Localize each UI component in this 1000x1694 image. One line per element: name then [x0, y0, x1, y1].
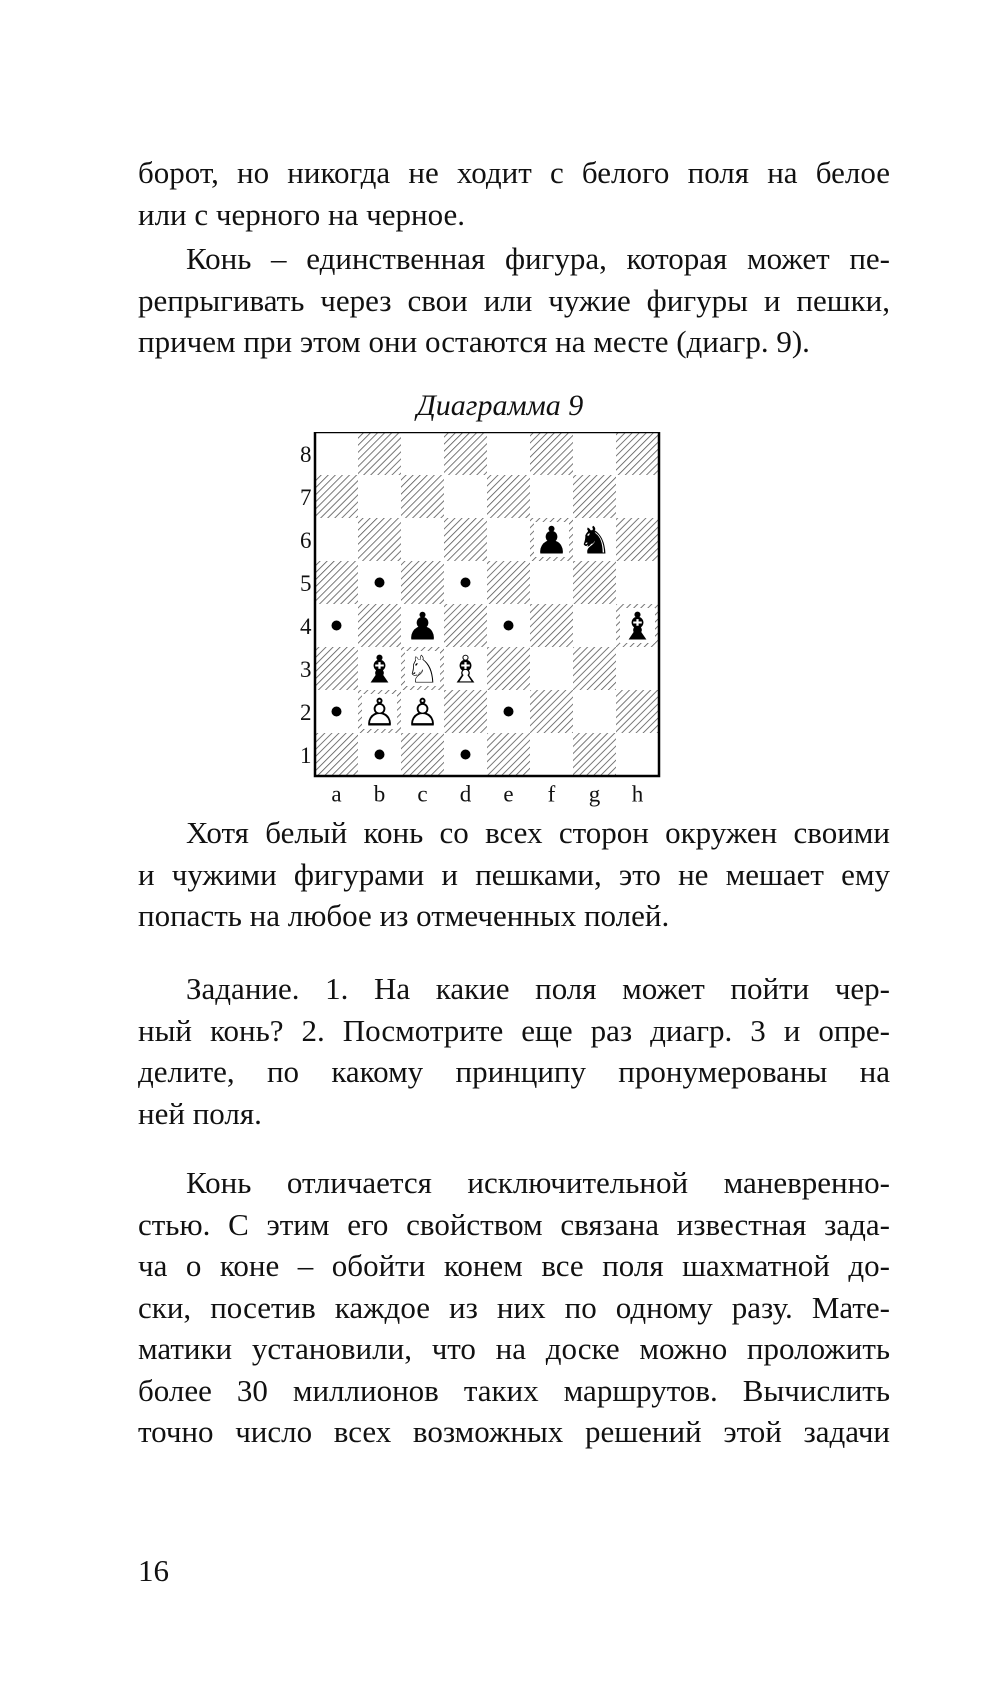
dark-square-h8 [616, 432, 659, 475]
text-line: Задание. 1. На какие поля может пойти чер- [186, 971, 890, 1006]
black-pawn-icon: ♟ [405, 604, 440, 649]
paragraph-1 [138, 152, 890, 235]
text-line: причем при этом они остаются на месте (диагр. 9). [138, 324, 810, 359]
dark-square-b4 [358, 604, 401, 647]
dark-square-h2 [616, 690, 659, 733]
light-square-h3 [616, 647, 659, 690]
dark-square-c5 [401, 561, 444, 604]
marked-square-dot-b1 [375, 750, 385, 760]
text-line: ный конь? 2. Посмотрите еще раз диагр. 3 и опре- [138, 1012, 890, 1048]
dark-square-b6 [358, 518, 401, 561]
rank-label: 7 [300, 485, 312, 510]
dark-square-f2 [530, 690, 573, 733]
file-label: d [459, 781, 472, 807]
file-label: e [503, 781, 514, 807]
text-line: стью. С этим его свойством связана известная зада- [138, 1206, 890, 1242]
dark-square-c7 [401, 475, 444, 518]
marked-square-dot-d5 [461, 578, 471, 588]
file-label: c [417, 781, 428, 807]
light-square-e8 [487, 432, 530, 475]
text-line: борот, но никогда не ходит с белого поля на белое [138, 155, 890, 190]
text-line: ча о коне – обойти конем все поля шахматной до- [138, 1248, 890, 1283]
marked-square-dot-a2 [332, 707, 342, 717]
light-square-g8 [573, 432, 616, 475]
text-line: ней поля. [138, 1095, 262, 1131]
light-square-b7 [358, 475, 401, 518]
paragraph-3 [138, 812, 890, 937]
dark-square-d2 [444, 690, 487, 733]
dark-square-e3 [487, 647, 530, 690]
rank-label: 6 [300, 528, 312, 553]
diagram-title: Диаграмма 9 [416, 389, 584, 422]
dark-square-h6 [616, 518, 659, 561]
dark-square-f4 [530, 604, 573, 647]
light-square-a6 [315, 518, 358, 561]
paragraph-4 [138, 968, 890, 1134]
light-square-f1 [530, 733, 573, 776]
file-label: a [331, 781, 342, 807]
marked-square-dot-b5 [375, 578, 385, 588]
dark-square-a5 [315, 561, 358, 604]
text-line: репрыгивать через свои или чужие фигуры и пешки, [138, 282, 890, 318]
dark-square-d4 [444, 604, 487, 647]
dark-square-a1 [315, 733, 358, 776]
rank-label: 5 [300, 571, 312, 596]
marked-square-dot-e2 [504, 707, 514, 717]
white-pawn-icon: ♙ [405, 690, 440, 735]
black-bishop-icon: ♝ [620, 604, 655, 649]
black-pawn-icon: ♟ [534, 518, 569, 563]
dark-square-d6 [444, 518, 487, 561]
dark-square-g5 [573, 561, 616, 604]
white-knight-icon: ♘ [405, 647, 440, 692]
dark-square-e1 [487, 733, 530, 776]
text-line: Конь отличается исключительной маневренно- [186, 1165, 890, 1200]
text-line: делите, по какому принципу пронумерованы на [138, 1054, 890, 1089]
dark-square-c1 [401, 733, 444, 776]
light-square-f5 [530, 561, 573, 604]
page-number: 16 [138, 1553, 169, 1588]
light-square-h5 [616, 561, 659, 604]
dark-square-g1 [573, 733, 616, 776]
dark-square-a3 [315, 647, 358, 690]
marked-square-dot-d1 [461, 750, 471, 760]
dark-square-a7 [315, 475, 358, 518]
text-line: или с черного на черное. [138, 196, 465, 232]
rank-label: 8 [300, 442, 312, 467]
black-knight-icon: ♞ [577, 518, 612, 563]
dark-square-e7 [487, 475, 530, 518]
dark-square-d8 [444, 432, 487, 475]
marked-square-dot-e4 [504, 621, 514, 631]
dark-square-g7 [573, 475, 616, 518]
dark-square-b8 [358, 432, 401, 475]
light-square-a8 [315, 432, 358, 475]
rank-label: 2 [300, 700, 312, 725]
text-line: ски, посетив каждое из них по одному разу. Мате- [138, 1289, 890, 1325]
paragraph-2 [138, 238, 890, 363]
light-square-e6 [487, 518, 530, 561]
file-label: b [373, 781, 386, 807]
text-line: матики установили, что на доске можно проложить [138, 1331, 890, 1366]
rank-label: 4 [300, 614, 312, 639]
white-pawn-icon: ♙ [362, 690, 397, 735]
text-line: более 30 миллионов таких маршрутов. Вычислить [138, 1372, 890, 1408]
light-square-h1 [616, 733, 659, 776]
text-line: Конь – единственная фигура, которая может пе- [186, 241, 890, 276]
text-line: точно число всех возможных решений этой задачи [138, 1414, 890, 1449]
rank-label: 1 [300, 743, 312, 768]
chess-diagram [300, 432, 710, 807]
white-bishop-icon: ♗ [448, 647, 483, 692]
rank-label: 3 [300, 657, 312, 682]
light-square-c8 [401, 432, 444, 475]
light-square-g4 [573, 604, 616, 647]
file-label: f [547, 781, 556, 807]
text-line: и чужими фигурами и пешками, это не мешает ему [138, 856, 890, 892]
light-square-h7 [616, 475, 659, 518]
light-square-f7 [530, 475, 573, 518]
text-line: попасть на любое из отмеченных полей. [138, 898, 670, 933]
dark-square-g3 [573, 647, 616, 690]
light-square-d7 [444, 475, 487, 518]
file-label: g [588, 781, 601, 807]
paragraph-5 [138, 1162, 890, 1453]
light-square-g2 [573, 690, 616, 733]
marked-square-dot-a4 [332, 621, 342, 631]
dark-square-e5 [487, 561, 530, 604]
light-square-f3 [530, 647, 573, 690]
text-line: Хотя белый конь со всех сторон окружен своими [186, 815, 890, 850]
dark-square-f8 [530, 432, 573, 475]
file-label: h [631, 781, 644, 807]
black-bishop-icon: ♝ [362, 647, 397, 692]
light-square-c6 [401, 518, 444, 561]
